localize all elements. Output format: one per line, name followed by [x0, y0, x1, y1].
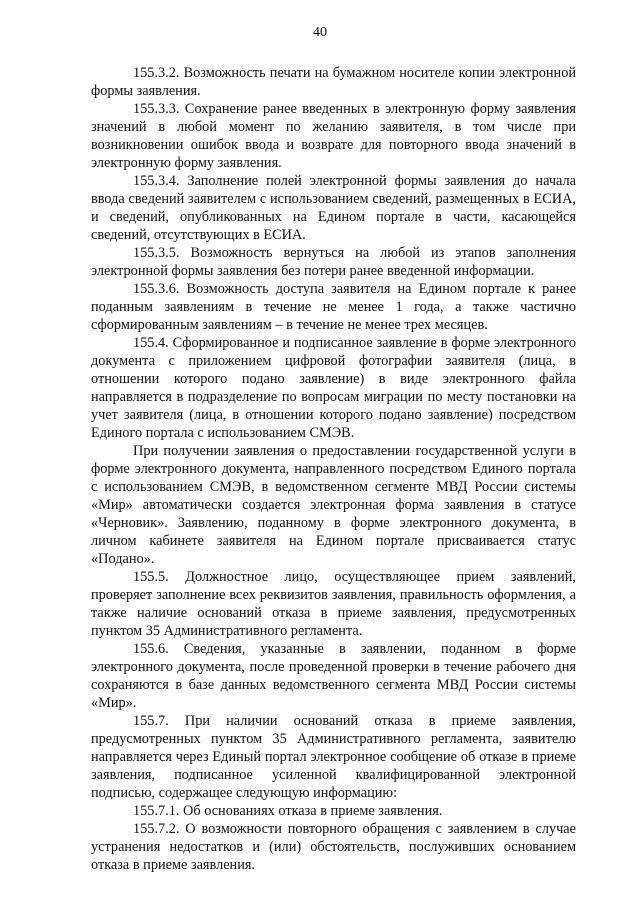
paragraph-155-6: 155.6. Сведения, указанные в заявлении, поданном в форме электронного документа, после проведенной проверки в течение рабочего дня сохраняются в базе данных ведомственного сегмента МВД России системы «Мир». [91, 641, 576, 711]
paragraph-155-3-4: 155.3.4. Заполнение полей электронной формы заявления до начала ввода сведений заявителем с использованием сведений, размещенных в ЕСИА, и сведений, опубликованных на Едином портале в части, касающейся сведений, отсутствующих в ЕСИА. [91, 173, 576, 243]
document-body [91, 64, 576, 874]
paragraph-155-7-2: 155.7.2. О возможности повторного обращения с заявлением в случае устранения недостатков и (или) обстоятельств, послуживших основанием отказа в приеме заявления. [91, 821, 576, 873]
paragraph-155-7-1: 155.7.1. Об основаниях отказа в приеме заявления. [133, 803, 443, 819]
paragraph-155-4: 155.4. Сформированное и подписанное заявление в форме электронного документа с приложением цифровой фотографии заявителя (лица, в отношении которого подано заявление) в виде электронного файла направляется в подразделение по вопросам миграции по месту постановки на учет заявителя (лица, в отношении которого подано заявление) посредством Единого портала с использованием СМЭВ. [91, 335, 576, 441]
paragraph-155-3-5: 155.3.5. Возможность вернуться на любой из этапов заполнения электронной формы заявления без потери ранее введенной информации. [91, 245, 576, 279]
paragraph-155-3-2: 155.3.2. Возможность печати на бумажном носителе копии электронной формы заявления. [91, 65, 576, 99]
paragraph-receipt-of-application: При получении заявления о предоставлении государственной услуги в форме электронного документа, направленного посредством Единого портала с использованием СМЭВ, в ведомственном сегменте МВД России системы «Мир» автоматически создается электронная форма заявления в статусе «Черновик». Заявлению, поданному в форме электронного документа, в личном кабинете заявителя на Едином портале присваивается статус «Подано». [91, 443, 576, 567]
paragraph-155-5: 155.5. Должностное лицо, осуществляющее прием заявлений, проверяет заполнение всех реквизитов заявления, правильность оформления, а также наличие оснований отказа в приеме заявления, предусмотренных пунктом 35 Административного регламента. [91, 569, 576, 639]
paragraph-155-7: 155.7. При наличии оснований отказа в приеме заявления, предусмотренных пунктом 35 Административного регламента, заявителю направляется через Единый портал электронное сообщение об отказе в приеме заявления, подписанное усиленной квалифицированной электронной подписью, содержащее следующую информацию: [91, 713, 576, 801]
paragraph-155-3-3: 155.3.3. Сохранение ранее введенных в электронную форму заявления значений в любой момент по желанию заявителя, в том числе при возникновении ошибок ввода и возврате для повторного ввода значений в электронную форму заявления. [91, 101, 576, 171]
paragraph-155-3-6: 155.3.6. Возможность доступа заявителя на Едином портале к ранее поданным заявлениям в течение не менее 1 года, а также частично сформированным заявлениям – в течение не менее трех месяцев. [91, 281, 576, 333]
page-number: 40 [313, 25, 327, 40]
